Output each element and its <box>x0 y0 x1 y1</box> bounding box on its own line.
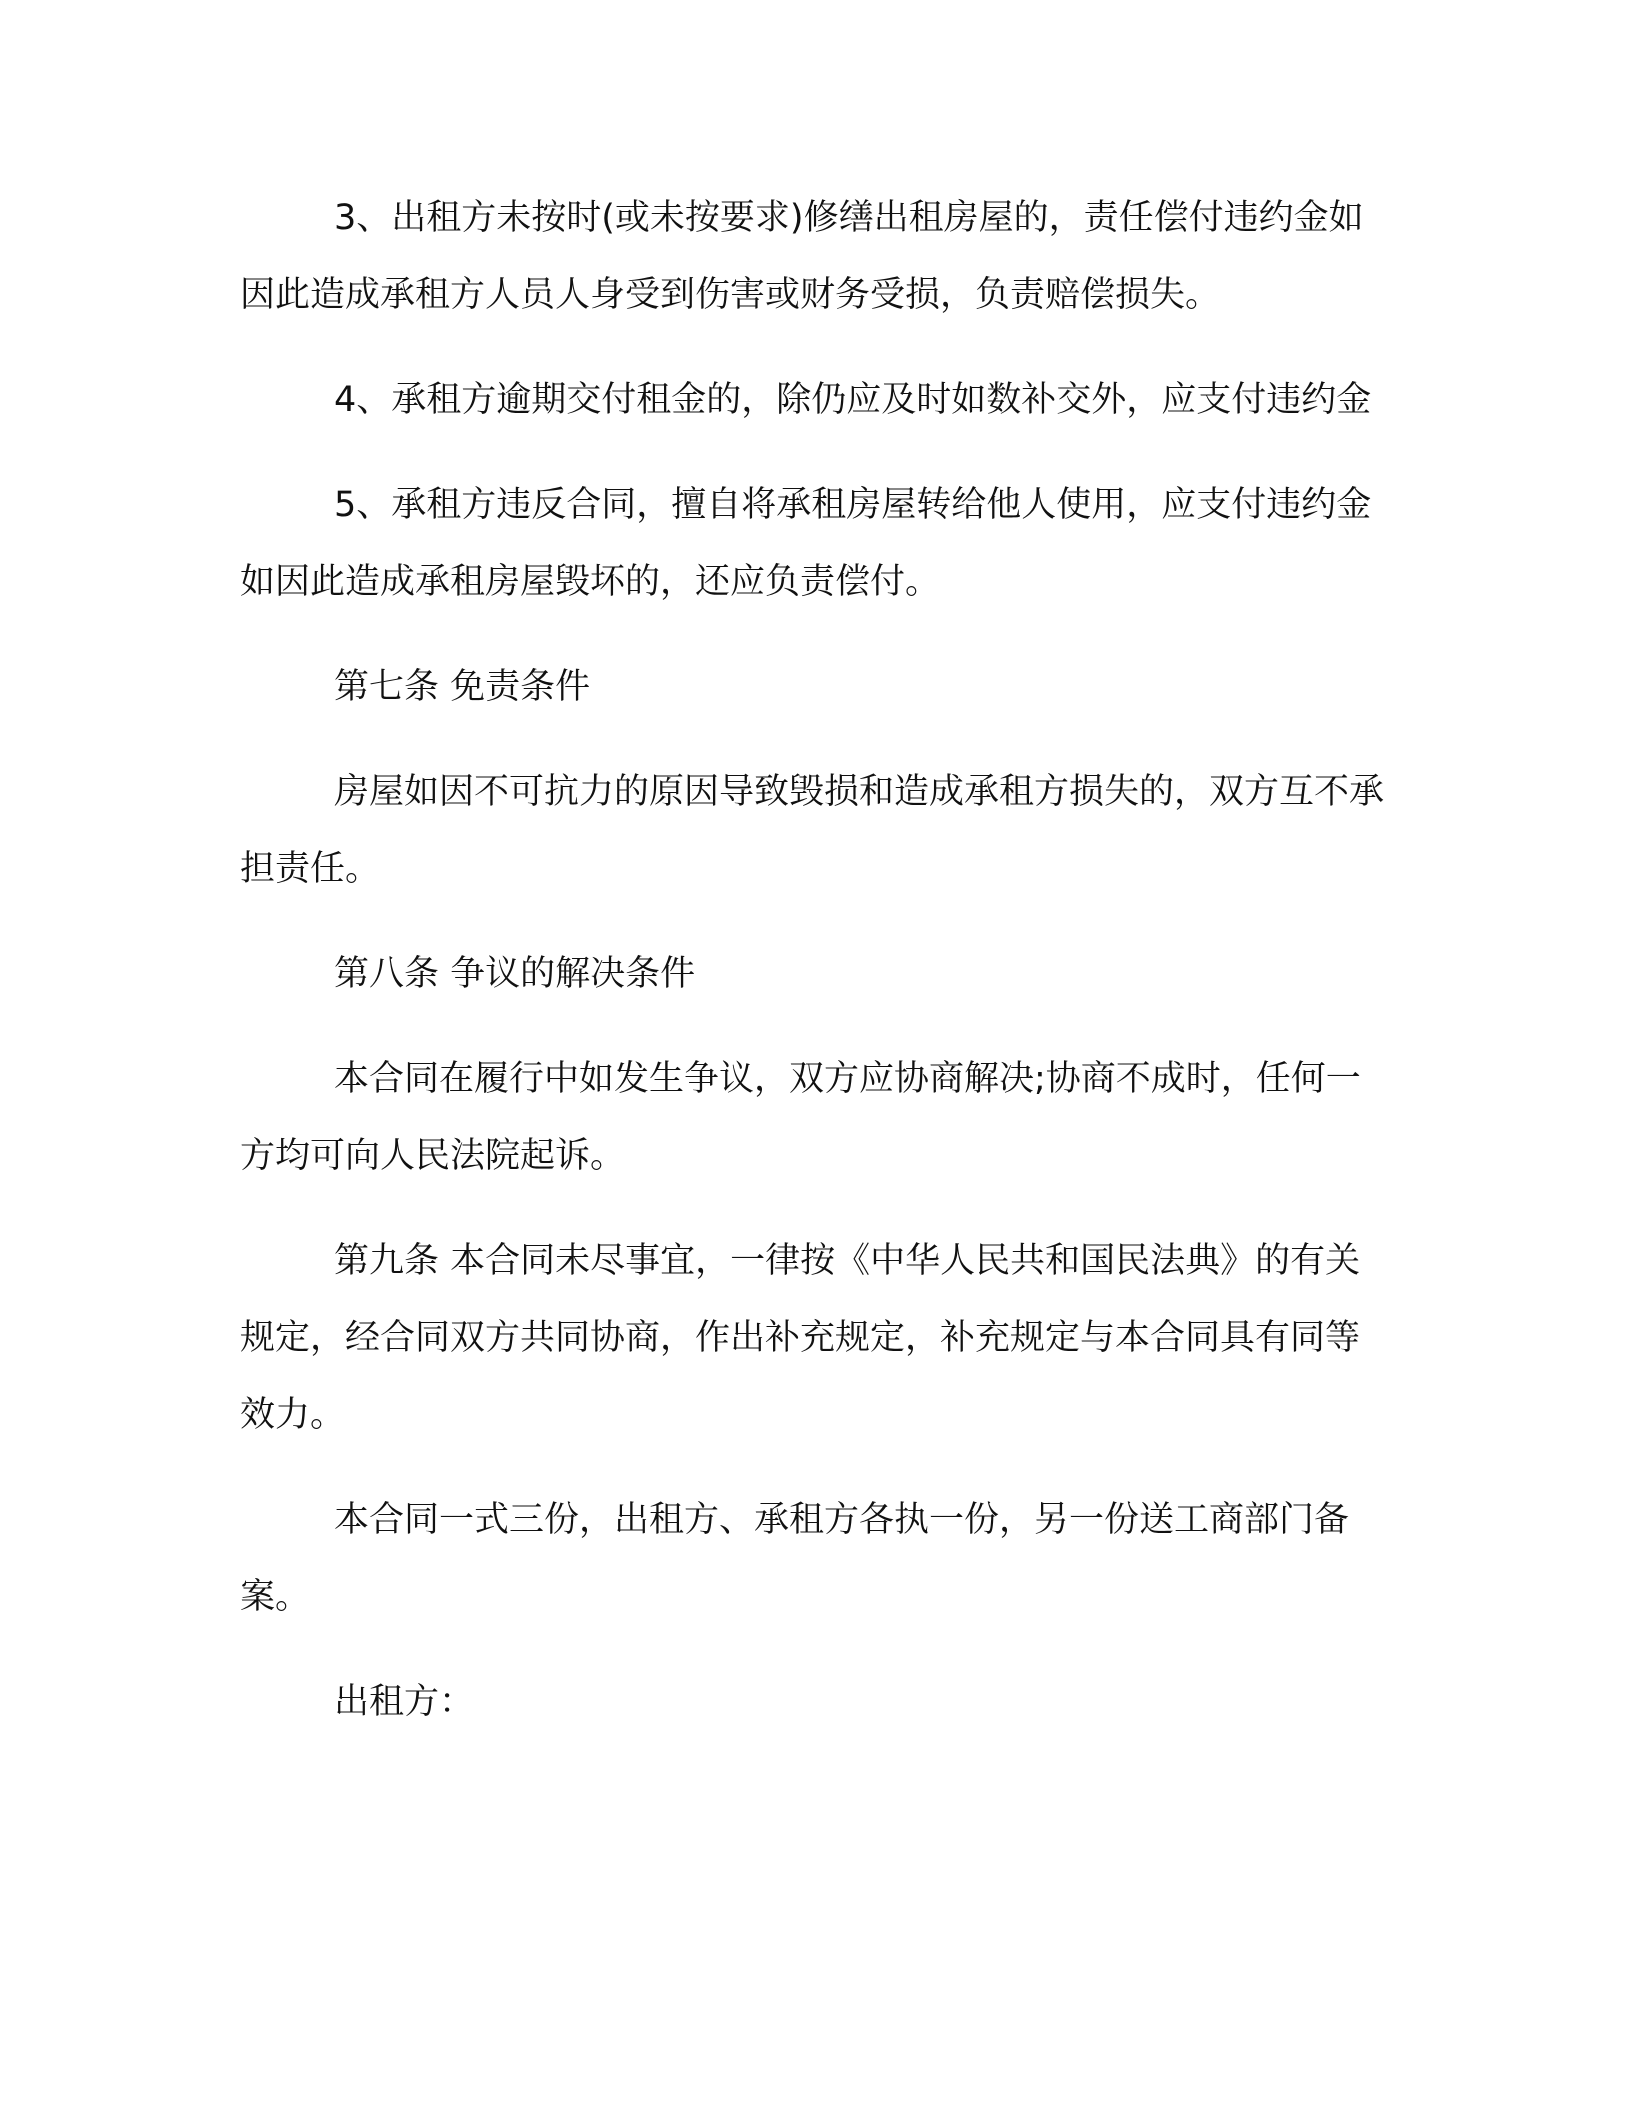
article-8-body: 本合同在履行中如发生争议，双方应协商解决;协商不成时，任何一方均可向人民法院起诉。 <box>240 1059 1361 1176</box>
clause-item-3: 3、出租方未按时(或未按要求)修缮出租房屋的，责任偿付违约金如因此造成承租方人员人身受到伤害或财务受损，负责赔偿损失。 <box>240 198 1364 315</box>
clause-item-5: 5、承租方违反合同，擅自将承租房屋转给他人使用，应支付违约金如因此造成承租房屋毁坏的，还应负责偿付。 <box>240 485 1372 602</box>
article-8-heading: 第八条 争议的解决条件 <box>334 954 696 994</box>
article-7-body: 房屋如因不可抗力的原因导致毁损和造成承租方损失的，双方互不承担责任。 <box>240 772 1385 889</box>
document-body <box>240 180 1390 1769</box>
copies-clause: 本合同一式三份，出租方、承租方各执一份，另一份送工商部门备案。 <box>240 1500 1350 1617</box>
lessor-signature-label: 出租方： <box>334 1682 475 1722</box>
article-9-body: 第九条 本合同未尽事宜，一律按《中华人民共和国民法典》的有关规定，经合同双方共同协商，作出补充规定，补充规定与本合同具有同等效力。 <box>240 1241 1361 1435</box>
clause-item-4: 4、承租方逾期交付租金的，除仍应及时如数补交外，应支付违约金 <box>334 380 1372 420</box>
article-7-heading: 第七条 免责条件 <box>334 667 591 707</box>
